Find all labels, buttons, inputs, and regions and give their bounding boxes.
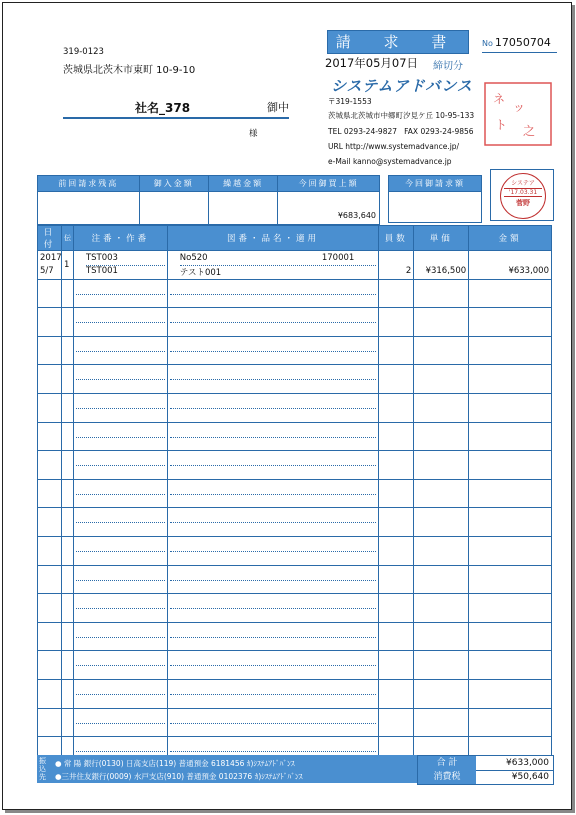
table-cell bbox=[167, 622, 379, 651]
table-cell bbox=[38, 708, 62, 737]
tax-value: ¥50,640 bbox=[511, 772, 549, 782]
table-cell bbox=[61, 622, 73, 651]
table-cell bbox=[167, 565, 379, 594]
table-cell bbox=[73, 422, 167, 451]
summary-header: 今回御買上額 bbox=[278, 176, 380, 192]
table-cell bbox=[167, 422, 379, 451]
table-cell bbox=[167, 479, 379, 508]
svg-text:ネ: ネ bbox=[493, 92, 506, 106]
document-title: 請 求 書 bbox=[327, 30, 469, 54]
cell-den: 1 bbox=[61, 251, 73, 280]
current-billing-value bbox=[389, 192, 482, 223]
issue-date: 2017年05月07日 bbox=[325, 56, 419, 70]
recipient-company-name: 社名_378 bbox=[135, 101, 191, 115]
cell-unit: ¥316,500 bbox=[414, 251, 469, 280]
table-cell bbox=[61, 279, 73, 308]
sender-tel: TEL 0293-24-9827 bbox=[328, 127, 398, 136]
line-items-table bbox=[37, 225, 552, 766]
document-number-label: No bbox=[482, 39, 493, 48]
table-cell bbox=[379, 536, 414, 565]
summary-header: 御入金額 bbox=[139, 176, 208, 192]
summary-value: ¥683,640 bbox=[278, 192, 380, 225]
cell-amount: ¥633,000 bbox=[469, 251, 552, 280]
col-header-item: 図番・品名・適用 bbox=[167, 226, 379, 251]
table-cell bbox=[61, 336, 73, 365]
table-cell bbox=[379, 479, 414, 508]
table-cell bbox=[167, 365, 379, 394]
table-cell bbox=[38, 479, 62, 508]
col-header-qty: 員数 bbox=[379, 226, 414, 251]
col-header-order: 注番・作番 bbox=[73, 226, 167, 251]
table-row bbox=[38, 679, 552, 708]
table-cell bbox=[167, 508, 379, 537]
table-row bbox=[38, 336, 552, 365]
table-cell bbox=[469, 651, 552, 680]
table-cell bbox=[61, 393, 73, 422]
table-cell bbox=[379, 651, 414, 680]
table-cell bbox=[379, 279, 414, 308]
table-cell bbox=[61, 479, 73, 508]
table-cell bbox=[73, 594, 167, 623]
table-cell bbox=[73, 308, 167, 337]
table-cell bbox=[379, 365, 414, 394]
approval-stamp bbox=[500, 173, 546, 219]
table-cell bbox=[379, 336, 414, 365]
table-cell bbox=[414, 594, 469, 623]
table-cell bbox=[379, 708, 414, 737]
table-cell bbox=[379, 308, 414, 337]
table-cell bbox=[167, 536, 379, 565]
table-cell bbox=[167, 451, 379, 480]
table-cell bbox=[469, 451, 552, 480]
table-cell bbox=[61, 594, 73, 623]
stamp-date: '17.03.31 bbox=[504, 188, 542, 197]
table-row bbox=[38, 451, 552, 480]
table-cell bbox=[379, 594, 414, 623]
table-cell bbox=[379, 622, 414, 651]
col-header-unit: 単価 bbox=[414, 226, 469, 251]
table-cell bbox=[38, 336, 62, 365]
table-row bbox=[38, 622, 552, 651]
bank-line-1: ● 常 陽 銀行(0130) 日高支店(119) 普通預金 6181456 ｶ)ｼｽﾃﾑｱﾄﾞﾊﾞﾝｽ bbox=[55, 759, 295, 768]
cell-order: TST003 TST001 bbox=[73, 251, 167, 280]
cutoff-label: 締切分 bbox=[433, 61, 463, 72]
bank-label: 振込先 bbox=[39, 757, 46, 781]
table-cell bbox=[38, 651, 62, 680]
col-header-amount: 金額 bbox=[469, 226, 552, 251]
table-row bbox=[38, 594, 552, 623]
table-cell bbox=[414, 279, 469, 308]
svg-text:ッ: ッ bbox=[513, 100, 526, 114]
table-cell bbox=[73, 451, 167, 480]
table-row bbox=[38, 508, 552, 537]
table-cell bbox=[469, 622, 552, 651]
table-cell bbox=[73, 708, 167, 737]
table-cell bbox=[61, 651, 73, 680]
recipient-zip: 319-0123 bbox=[63, 47, 104, 57]
table-cell bbox=[38, 422, 62, 451]
table-cell bbox=[73, 279, 167, 308]
table-cell bbox=[73, 651, 167, 680]
table-cell bbox=[167, 708, 379, 737]
table-cell bbox=[38, 508, 62, 537]
table-cell bbox=[469, 594, 552, 623]
table-cell bbox=[61, 565, 73, 594]
recipient-company bbox=[63, 99, 289, 119]
table-row bbox=[38, 565, 552, 594]
table-cell bbox=[73, 393, 167, 422]
totals-box bbox=[417, 755, 554, 785]
table-cell bbox=[167, 308, 379, 337]
stamp-top: システア bbox=[511, 180, 535, 187]
summary-header: 繰越金額 bbox=[208, 176, 277, 192]
table-row bbox=[38, 708, 552, 737]
table-cell bbox=[167, 279, 379, 308]
table-row bbox=[38, 393, 552, 422]
table-row bbox=[38, 279, 552, 308]
total-value: ¥633,000 bbox=[506, 758, 549, 768]
table-row bbox=[38, 536, 552, 565]
table-cell bbox=[73, 679, 167, 708]
table-cell bbox=[73, 365, 167, 394]
company-seal bbox=[483, 81, 553, 147]
sender-phone bbox=[328, 125, 474, 139]
table-cell bbox=[73, 508, 167, 537]
col-header-date: 日付 bbox=[38, 226, 62, 251]
invoice-sheet bbox=[2, 2, 572, 810]
sender-address: 茨城県北茨城市中郷町汐見ケ丘 10-95-133 bbox=[328, 111, 475, 120]
svg-text:之: 之 bbox=[523, 124, 536, 138]
table-cell bbox=[379, 393, 414, 422]
cell-item: No520 170001 テスト001 bbox=[167, 251, 379, 280]
table-cell bbox=[379, 508, 414, 537]
table-cell bbox=[469, 508, 552, 537]
table-row bbox=[38, 308, 552, 337]
table-cell bbox=[38, 536, 62, 565]
recipient-honorific: 御中 bbox=[267, 101, 289, 114]
svg-text:ト: ト bbox=[495, 118, 508, 132]
sender-fax: FAX 0293-24-9856 bbox=[404, 127, 474, 136]
table-cell bbox=[414, 393, 469, 422]
table-cell bbox=[73, 536, 167, 565]
table-cell bbox=[379, 679, 414, 708]
table-cell bbox=[61, 422, 73, 451]
table-cell bbox=[61, 536, 73, 565]
total-row bbox=[418, 756, 553, 771]
table-cell bbox=[167, 336, 379, 365]
table-cell bbox=[469, 536, 552, 565]
cell-qty: 2 bbox=[379, 251, 414, 280]
table-cell bbox=[38, 451, 62, 480]
table-cell bbox=[61, 308, 73, 337]
table-cell bbox=[469, 336, 552, 365]
table-cell bbox=[414, 679, 469, 708]
table-cell bbox=[38, 365, 62, 394]
table-cell bbox=[469, 479, 552, 508]
table-cell bbox=[414, 451, 469, 480]
table-cell bbox=[38, 565, 62, 594]
summary-value bbox=[38, 192, 140, 225]
table-cell bbox=[379, 422, 414, 451]
summary-table bbox=[37, 175, 380, 225]
sender-logo: システムアドバンス bbox=[331, 77, 473, 95]
table-cell bbox=[61, 679, 73, 708]
col-header-den: 伝 bbox=[61, 226, 73, 251]
table-cell bbox=[167, 651, 379, 680]
summary-value bbox=[208, 192, 277, 225]
table-cell bbox=[167, 393, 379, 422]
table-cell bbox=[469, 393, 552, 422]
cell-date: 2017 5/7 bbox=[38, 251, 62, 280]
table-cell bbox=[414, 622, 469, 651]
table-cell bbox=[73, 336, 167, 365]
document-number-value: 17050704 bbox=[494, 36, 551, 49]
table-row bbox=[38, 651, 552, 680]
table-cell bbox=[414, 508, 469, 537]
sender-zip: 〒319-1553 bbox=[328, 97, 372, 106]
table-cell bbox=[73, 565, 167, 594]
table-cell bbox=[469, 708, 552, 737]
sender-url: URL http://www.systemadvance.jp/ bbox=[328, 142, 460, 151]
table-cell bbox=[167, 594, 379, 623]
table-cell bbox=[73, 622, 167, 651]
document-number bbox=[482, 34, 557, 53]
table-cell bbox=[414, 365, 469, 394]
table-cell bbox=[469, 308, 552, 337]
table-cell bbox=[414, 308, 469, 337]
table-cell bbox=[61, 508, 73, 537]
table-row bbox=[38, 365, 552, 394]
table-cell bbox=[38, 679, 62, 708]
bank-line-2: ●三井住友銀行(0009) 水戸支店(910) 普通預金 0102376 ｶ)ｼｽﾃﾑｱﾄﾞﾊﾞﾝｽ bbox=[55, 772, 303, 781]
table-cell bbox=[414, 536, 469, 565]
table-cell bbox=[61, 708, 73, 737]
sender-email: e-Mail kanno@systemadvance.jp bbox=[328, 157, 452, 166]
table-cell bbox=[379, 565, 414, 594]
table-cell bbox=[38, 308, 62, 337]
current-billing-header: 今回御請求額 bbox=[389, 176, 482, 192]
current-billing-table bbox=[388, 175, 482, 223]
summary-header: 前回請求残高 bbox=[38, 176, 140, 192]
table-row bbox=[38, 422, 552, 451]
stamp-name: 菅野 bbox=[516, 199, 530, 207]
table-cell bbox=[469, 422, 552, 451]
table-cell bbox=[38, 594, 62, 623]
summary-value bbox=[139, 192, 208, 225]
table-cell bbox=[38, 393, 62, 422]
recipient-address: 茨城県北茨木市東町 10-9-10 bbox=[63, 65, 196, 76]
table-cell bbox=[469, 365, 552, 394]
table-cell bbox=[414, 422, 469, 451]
table-row bbox=[38, 251, 552, 280]
table-cell bbox=[469, 279, 552, 308]
table-cell bbox=[61, 365, 73, 394]
total-label: 合 計 bbox=[418, 756, 476, 770]
table-cell bbox=[38, 279, 62, 308]
tax-row bbox=[418, 770, 553, 784]
table-cell bbox=[469, 565, 552, 594]
table-cell bbox=[73, 479, 167, 508]
table-cell bbox=[414, 336, 469, 365]
table-cell bbox=[414, 565, 469, 594]
table-cell bbox=[414, 651, 469, 680]
table-cell bbox=[414, 479, 469, 508]
table-cell bbox=[469, 679, 552, 708]
recipient-sama: 様 bbox=[249, 129, 258, 139]
table-cell bbox=[61, 451, 73, 480]
table-cell bbox=[414, 708, 469, 737]
table-cell bbox=[379, 451, 414, 480]
tax-label: 消費税 bbox=[418, 770, 476, 784]
table-row bbox=[38, 479, 552, 508]
table-cell bbox=[167, 679, 379, 708]
table-cell bbox=[38, 622, 62, 651]
